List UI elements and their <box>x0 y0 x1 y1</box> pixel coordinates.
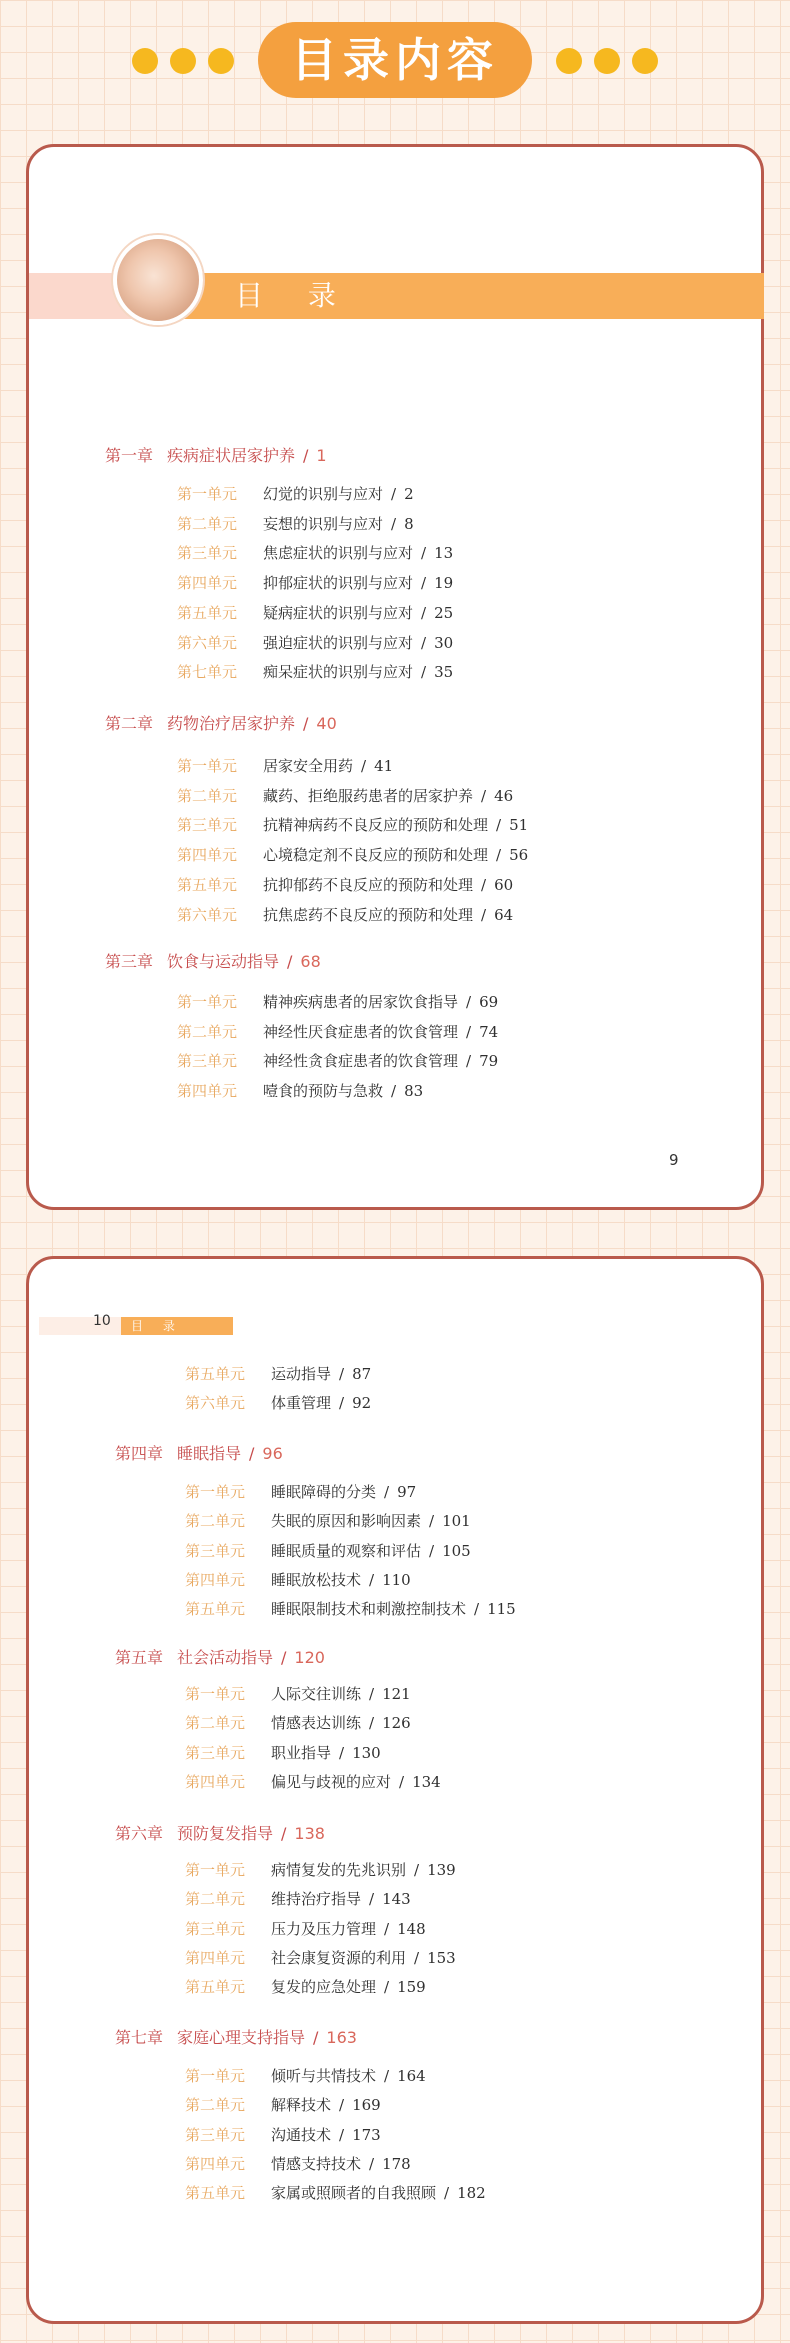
unit-number: 第一单元 <box>177 993 238 1011</box>
unit-page: 178 <box>382 2154 411 2173</box>
unit-entry <box>177 661 453 682</box>
decor-dot <box>132 48 158 74</box>
separator-slash: / <box>339 2096 345 2115</box>
chapter-heading <box>105 711 337 734</box>
unit-title: 人际交往训练 <box>271 1685 362 1703</box>
unit-page: 134 <box>412 1772 441 1791</box>
unit-entry <box>185 1569 411 1590</box>
unit-number: 第三单元 <box>177 1052 238 1071</box>
unit-entry <box>185 1510 471 1531</box>
separator-slash: / <box>496 846 502 865</box>
unit-title: 睡眠限制技术和刺激控制技术 <box>271 1600 467 1619</box>
chapter-page: 120 <box>294 1648 325 1667</box>
unit-number: 第二单元 <box>185 1714 246 1733</box>
chapter-heading <box>105 443 327 466</box>
chapter-page: 40 <box>316 714 337 733</box>
unit-entry <box>185 1363 371 1384</box>
separator-slash: / <box>339 2125 345 2144</box>
separator-slash: / <box>313 2028 319 2047</box>
unit-title: 压力及压力管理 <box>271 1919 377 1938</box>
unit-number: 第二单元 <box>177 1022 238 1041</box>
separator-slash: / <box>399 1772 405 1791</box>
unit-number: 第一单元 <box>185 1483 246 1501</box>
separator-slash: / <box>361 757 367 775</box>
unit-entry <box>185 1481 416 1502</box>
separator-slash: / <box>339 1365 345 1383</box>
chapter-heading <box>115 1821 325 1844</box>
separator-slash: / <box>481 786 487 805</box>
unit-page: 35 <box>434 663 454 682</box>
unit-title: 精神疾病患者的居家饮食指导 <box>263 993 459 1011</box>
separator-slash: / <box>369 1714 375 1733</box>
unit-entry <box>177 1080 423 1101</box>
unit-entry <box>185 2094 381 2115</box>
unit-page: 51 <box>509 816 529 835</box>
section-tag: 目 录 <box>121 1317 233 1335</box>
unit-title: 神经性厌食症患者的饮食管理 <box>263 1022 459 1041</box>
hands-photo-icon <box>113 235 203 325</box>
unit-entry <box>185 2182 486 2203</box>
unit-entry <box>185 1598 516 1619</box>
unit-page: 19 <box>434 574 454 593</box>
header <box>0 18 790 102</box>
unit-number: 第五单元 <box>177 603 238 622</box>
unit-page: 182 <box>457 2184 486 2203</box>
separator-slash: / <box>429 1541 435 1560</box>
unit-entry <box>185 1392 371 1413</box>
unit-entry <box>177 1021 498 1042</box>
toc-page-1 <box>26 144 764 1210</box>
separator-slash: / <box>421 603 427 622</box>
decor-dot <box>632 48 658 74</box>
unit-page: 83 <box>404 1082 424 1101</box>
chapter-number: 第六章 <box>115 1824 164 1843</box>
unit-entry <box>177 483 414 504</box>
unit-title: 幻觉的识别与应对 <box>263 485 384 503</box>
unit-page: 74 <box>479 1022 499 1041</box>
unit-page: 169 <box>352 2096 381 2115</box>
separator-slash: / <box>421 663 427 682</box>
unit-number: 第五单元 <box>177 875 238 894</box>
separator-slash: / <box>281 1648 287 1667</box>
toc-page-2 <box>26 1256 764 2324</box>
unit-entry <box>185 1976 426 1997</box>
unit-entry <box>177 904 513 925</box>
unit-entry <box>177 572 453 593</box>
unit-page: 2 <box>404 485 414 503</box>
page-number: 9 <box>669 1151 679 1169</box>
unit-number: 第三单元 <box>185 1743 246 1762</box>
separator-slash: / <box>414 1948 420 1967</box>
unit-number: 第二单元 <box>185 1890 246 1909</box>
unit-page: 148 <box>397 1919 426 1938</box>
unit-page: 110 <box>382 1570 411 1589</box>
unit-title: 复发的应急处理 <box>271 1978 377 1997</box>
unit-page: 153 <box>427 1948 456 1967</box>
unit-title: 社会康复资源的利用 <box>271 1948 407 1967</box>
unit-entry <box>185 1888 411 1909</box>
unit-page: 126 <box>382 1714 411 1733</box>
unit-title: 运动指导 <box>271 1365 332 1383</box>
unit-page: 41 <box>374 757 394 775</box>
unit-title: 心境稳定剂不良反应的预防和处理 <box>263 846 489 865</box>
unit-number: 第三单元 <box>185 1919 246 1938</box>
unit-entry <box>177 844 528 865</box>
unit-page: 159 <box>397 1978 426 1997</box>
unit-entry <box>177 513 414 534</box>
chapter-title: 饮食与运动指导 <box>167 952 280 971</box>
unit-title: 情感支持技术 <box>271 2154 362 2173</box>
chapter-number: 第三章 <box>105 952 154 971</box>
unit-number: 第四单元 <box>185 1570 246 1589</box>
unit-title: 疑病症状的识别与应对 <box>263 603 414 622</box>
chapter-page: 1 <box>316 446 327 465</box>
separator-slash: / <box>369 2154 375 2173</box>
unit-number: 第四单元 <box>177 1082 238 1101</box>
unit-title: 睡眠质量的观察和评估 <box>271 1541 422 1560</box>
unit-number: 第一单元 <box>177 757 238 775</box>
unit-number: 第一单元 <box>185 1685 246 1703</box>
separator-slash: / <box>466 1052 472 1071</box>
separator-slash: / <box>391 514 397 533</box>
unit-number: 第三单元 <box>185 1541 246 1560</box>
chapter-heading <box>115 1441 283 1464</box>
chapter-number: 第四章 <box>115 1444 164 1463</box>
separator-slash: / <box>303 446 309 465</box>
unit-page: 60 <box>494 875 514 894</box>
unit-entry <box>177 991 498 1012</box>
unit-number: 第二单元 <box>177 786 238 805</box>
unit-title: 强迫症状的识别与应对 <box>263 633 414 652</box>
separator-slash: / <box>466 993 472 1011</box>
decor-dot <box>594 48 620 74</box>
unit-title: 体重管理 <box>271 1394 332 1413</box>
unit-title: 病情复发的先兆识别 <box>271 1861 407 1879</box>
unit-title: 偏见与歧视的应对 <box>271 1772 392 1791</box>
unit-page: 101 <box>442 1512 471 1531</box>
chapter-title: 预防复发指导 <box>177 1824 274 1843</box>
unit-title: 抗焦虑药不良反应的预防和处理 <box>263 905 474 924</box>
unit-number: 第六单元 <box>177 633 238 652</box>
unit-page: 173 <box>352 2125 381 2144</box>
separator-slash: / <box>481 875 487 894</box>
separator-slash: / <box>391 485 397 503</box>
separator-slash: / <box>414 1861 420 1879</box>
unit-number: 第六单元 <box>185 1394 246 1413</box>
unit-title: 抗抑郁药不良反应的预防和处理 <box>263 875 474 894</box>
chapter-number: 第一章 <box>105 446 154 465</box>
unit-title: 藏药、拒绝服药患者的居家护养 <box>263 786 474 805</box>
unit-title: 维持治疗指导 <box>271 1890 362 1909</box>
unit-entry <box>185 2124 381 2145</box>
unit-page: 79 <box>479 1052 499 1071</box>
unit-page: 139 <box>427 1861 456 1879</box>
separator-slash: / <box>303 714 309 733</box>
unit-title: 痴呆症状的识别与应对 <box>263 663 414 682</box>
unit-title: 妄想的识别与应对 <box>263 514 384 533</box>
unit-entry <box>185 1540 471 1561</box>
unit-entry <box>177 632 453 653</box>
separator-slash: / <box>384 1483 390 1501</box>
separator-slash: / <box>287 952 293 971</box>
unit-page: 30 <box>434 633 454 652</box>
unit-number: 第一单元 <box>177 485 238 503</box>
chapter-page: 163 <box>326 2028 357 2047</box>
separator-slash: / <box>466 1022 472 1041</box>
unit-page: 69 <box>479 993 499 1011</box>
separator-slash: / <box>421 633 427 652</box>
separator-slash: / <box>281 1824 287 1843</box>
unit-page: 130 <box>352 1743 381 1762</box>
unit-title: 噎食的预防与急救 <box>263 1082 384 1101</box>
unit-number: 第五单元 <box>185 1978 246 1997</box>
unit-entry <box>177 785 513 806</box>
unit-page: 143 <box>382 1890 411 1909</box>
unit-title: 家属或照顾者的自我照顾 <box>271 2184 437 2203</box>
unit-number: 第四单元 <box>185 1948 246 1967</box>
decor-dot <box>170 48 196 74</box>
unit-entry <box>185 1771 441 1792</box>
unit-page: 97 <box>397 1483 417 1501</box>
unit-page: 13 <box>434 544 454 563</box>
unit-number: 第二单元 <box>185 1512 246 1531</box>
unit-title: 职业指导 <box>271 1743 332 1762</box>
chapter-heading <box>115 2025 357 2048</box>
unit-page: 164 <box>397 2067 426 2085</box>
unit-number: 第四单元 <box>185 2154 246 2173</box>
unit-entry <box>177 542 453 563</box>
chapter-title: 社会活动指导 <box>177 1648 274 1667</box>
unit-entry <box>177 814 528 835</box>
unit-entry <box>185 1859 456 1880</box>
separator-slash: / <box>421 574 427 593</box>
page-number: 10 <box>93 1313 111 1329</box>
unit-page: 121 <box>382 1685 411 1703</box>
separator-slash: / <box>384 1919 390 1938</box>
chapter-number: 第五章 <box>115 1648 164 1667</box>
unit-page: 64 <box>494 905 514 924</box>
chapter-page: 96 <box>262 1444 283 1463</box>
unit-number: 第四单元 <box>185 1772 246 1791</box>
chapter-title: 药物治疗居家护养 <box>167 714 296 733</box>
unit-entry <box>177 602 453 623</box>
unit-title: 失眠的原因和影响因素 <box>271 1512 422 1531</box>
unit-title: 抑郁症状的识别与应对 <box>263 574 414 593</box>
unit-number: 第三单元 <box>177 544 238 563</box>
unit-number: 第三单元 <box>185 2125 246 2144</box>
separator-slash: / <box>249 1444 255 1463</box>
unit-number: 第二单元 <box>177 514 238 533</box>
unit-number: 第五单元 <box>185 2184 246 2203</box>
unit-page: 46 <box>494 786 514 805</box>
separator-slash: / <box>384 2067 390 2085</box>
unit-entry <box>185 1918 426 1939</box>
separator-slash: / <box>421 544 427 563</box>
unit-entry <box>177 1050 498 1071</box>
unit-entry <box>177 874 513 895</box>
unit-entry <box>185 1947 456 1968</box>
separator-slash: / <box>391 1082 397 1101</box>
separator-slash: / <box>369 1890 375 1909</box>
unit-page: 87 <box>352 1365 372 1383</box>
unit-entry <box>185 1712 411 1733</box>
unit-entry <box>177 755 393 776</box>
unit-title: 沟通技术 <box>271 2125 332 2144</box>
unit-number: 第四单元 <box>177 574 238 593</box>
unit-title: 神经性贪食症患者的饮食管理 <box>263 1052 459 1071</box>
chapter-page: 138 <box>294 1824 325 1843</box>
unit-page: 92 <box>352 1394 372 1413</box>
chapter-heading <box>105 949 321 972</box>
unit-page: 105 <box>442 1541 471 1560</box>
unit-title: 睡眠障碍的分类 <box>271 1483 377 1501</box>
decor-dot <box>208 48 234 74</box>
unit-title: 解释技术 <box>271 2096 332 2115</box>
unit-title: 抗精神病药不良反应的预防和处理 <box>263 816 489 835</box>
decor-dot <box>556 48 582 74</box>
separator-slash: / <box>444 2184 450 2203</box>
unit-number: 第一单元 <box>185 2067 246 2085</box>
separator-slash: / <box>339 1743 345 1762</box>
chapter-title: 疾病症状居家护养 <box>167 446 296 465</box>
separator-slash: / <box>384 1978 390 1997</box>
separator-slash: / <box>474 1600 480 1619</box>
banner-label: 目 录 <box>235 279 354 312</box>
unit-title: 倾听与共情技术 <box>271 2067 377 2085</box>
unit-number: 第五单元 <box>185 1365 246 1383</box>
unit-page: 25 <box>434 603 454 622</box>
unit-title: 居家安全用药 <box>263 757 354 775</box>
page-title: 目录内容 <box>258 22 532 98</box>
separator-slash: / <box>369 1570 375 1589</box>
unit-title: 焦虑症状的识别与应对 <box>263 544 414 563</box>
separator-slash: / <box>481 905 487 924</box>
chapter-title: 家庭心理支持指导 <box>177 2028 306 2047</box>
chapter-heading <box>115 1645 325 1668</box>
separator-slash: / <box>339 1394 345 1413</box>
unit-entry <box>185 2065 426 2086</box>
unit-entry <box>185 1683 411 1704</box>
unit-entry <box>185 2153 411 2174</box>
chapter-number: 第二章 <box>105 714 154 733</box>
unit-number: 第六单元 <box>177 905 238 924</box>
separator-slash: / <box>429 1512 435 1531</box>
unit-number: 第一单元 <box>185 1861 246 1879</box>
unit-number: 第七单元 <box>177 663 238 682</box>
unit-number: 第四单元 <box>177 846 238 865</box>
unit-page: 8 <box>404 514 414 533</box>
separator-slash: / <box>496 816 502 835</box>
unit-page: 115 <box>487 1600 516 1619</box>
chapter-title: 睡眠指导 <box>177 1444 242 1463</box>
unit-entry <box>185 1742 381 1763</box>
unit-page: 56 <box>509 846 529 865</box>
separator-slash: / <box>369 1685 375 1703</box>
chapter-page: 68 <box>300 952 321 971</box>
unit-number: 第五单元 <box>185 1600 246 1619</box>
unit-title: 睡眠放松技术 <box>271 1570 362 1589</box>
unit-title: 情感表达训练 <box>271 1714 362 1733</box>
unit-number: 第二单元 <box>185 2096 246 2115</box>
chapter-number: 第七章 <box>115 2028 164 2047</box>
unit-number: 第三单元 <box>177 816 238 835</box>
